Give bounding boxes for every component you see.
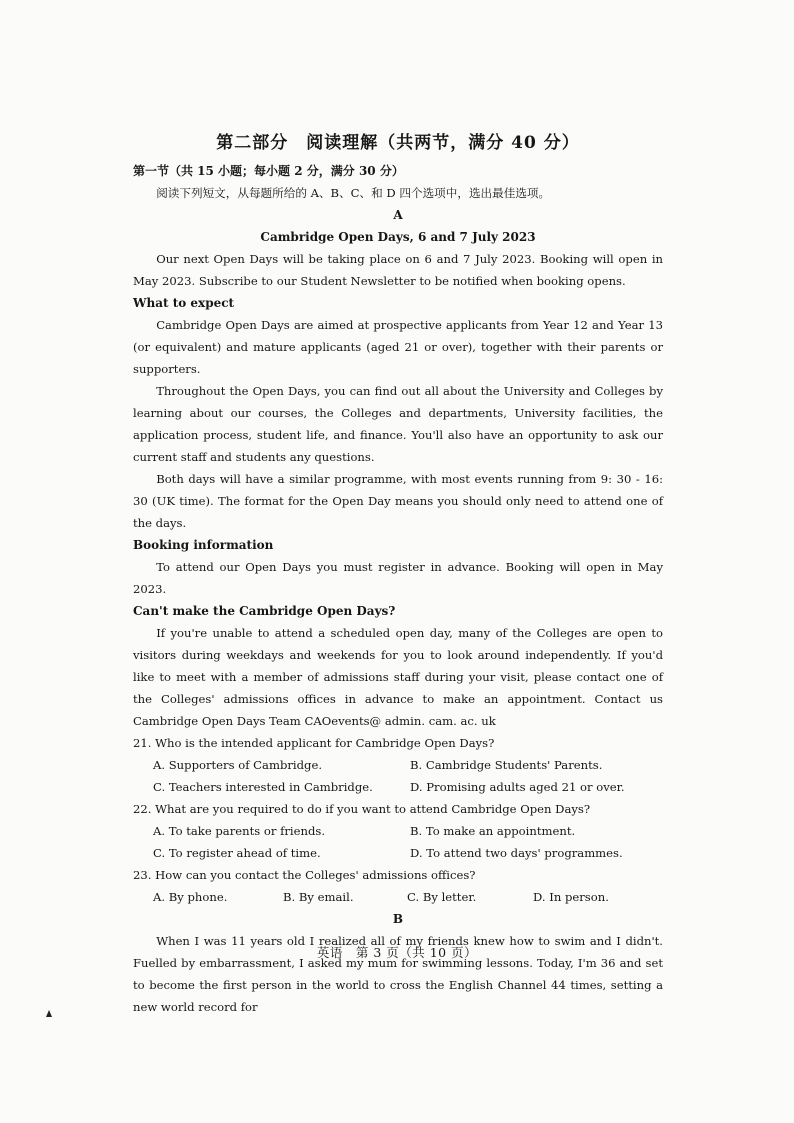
expect-paragraph-1: Cambridge Open Days are aimed at prospective applicants from Year 12 and Year 13 (or equivalent) and mature applicants (aged 21 or over), together with their parents or supporters. [133, 318, 663, 376]
question-22 [133, 798, 663, 864]
expect-paragraph-2: Throughout the Open Days, you can find out all about the University and Colleges by learning about our courses, the Colleges and departments, University facilities, the application process, student life, and finance. You'll also have an opportunity to ask our current staff and students any questions. [133, 384, 663, 464]
question-21 [133, 732, 663, 798]
cant-make-heading: Can't make the Cambridge Open Days? [133, 604, 396, 618]
page-footer: 英语 第 3 页（共 10 页） [316, 945, 478, 960]
exam-page [133, 128, 663, 1018]
option-c: C. To register ahead of time. [153, 846, 321, 860]
option-d: D. Promising adults aged 21 or over. [410, 780, 625, 794]
booking-heading: Booking information [133, 538, 274, 552]
cant-make-paragraph: If you're unable to attend a scheduled open day, many of the Colleges are open to visitors during weekdays and weekends for you to look around independently. If you'd like to meet with a member of admissions staff during your visit, please contact one of the Colleges' admissions offices in advance to make an appointment. Contact us Cambridge Open Days Team CAOevents@ admin. cam. ac. uk [133, 626, 663, 728]
option-d: D. In person. [533, 890, 609, 904]
expect-paragraph-3: Both days will have a similar programme, with most events running from 9: 30 - 16: 30 (UK time). The format for the Open Day means you should only need to attend one of the days. [133, 472, 663, 530]
passage-b-label: B [392, 912, 404, 926]
option-d: D. To attend two days' programmes. [410, 846, 623, 860]
what-to-expect-heading: What to expect [133, 296, 235, 310]
option-a: A. To take parents or friends. [153, 824, 326, 838]
booking-paragraph: To attend our Open Days you must register in advance. Booking will open in May 2023. [133, 560, 663, 596]
option-a: A. Supporters of Cambridge. [153, 758, 323, 772]
option-b: B. To make an appointment. [410, 824, 576, 838]
answer-options [133, 754, 663, 798]
instructions: 阅读下列短文，从每题所给的 A、B、C、和 D 四个选项中，选出最佳选项。 [156, 186, 551, 200]
option-c: C. Teachers interested in Cambridge. [153, 780, 373, 794]
question-stem: 22. What are you required to do if you want to attend Cambridge Open Days? [133, 802, 591, 816]
passage-b-paragraph: When I was 11 years old I realized all of my friends knew how to swim and I didn't. Fuelled by embarrassment, I asked my mum for swimming lessons. Today, I'm 36 and set to become the first person in the world to cross the English Channel 44 times, setting a new world record for [133, 934, 663, 1014]
passage-a-label: A [393, 208, 403, 222]
option-b: B. By email. [283, 890, 354, 904]
corner-mark-icon [46, 1010, 52, 1017]
option-c: C. By letter. [407, 890, 477, 904]
question-stem: 23. How can you contact the Colleges' admissions offices? [133, 868, 476, 882]
section-title: 第一节（共 15 小题；每小题 2 分，满分 30 分） [133, 164, 404, 178]
question-stem: 21. Who is the intended applicant for Cambridge Open Days? [133, 736, 495, 750]
option-a: A. By phone. [153, 890, 228, 904]
part-title: 第二部分 阅读理解（共两节，满分 40 分） [216, 133, 580, 153]
passage-a-intro: Our next Open Days will be taking place on 6 and 7 July 2023. Booking will open in May 2023. Subscribe to our Student Newsletter to be notified when booking opens. [133, 252, 663, 288]
answer-options [133, 886, 663, 908]
passage-a-title: Cambridge Open Days, 6 and 7 July 2023 [260, 230, 536, 244]
option-b: B. Cambridge Students' Parents. [410, 758, 603, 772]
question-23 [133, 864, 663, 908]
answer-options [133, 820, 663, 864]
